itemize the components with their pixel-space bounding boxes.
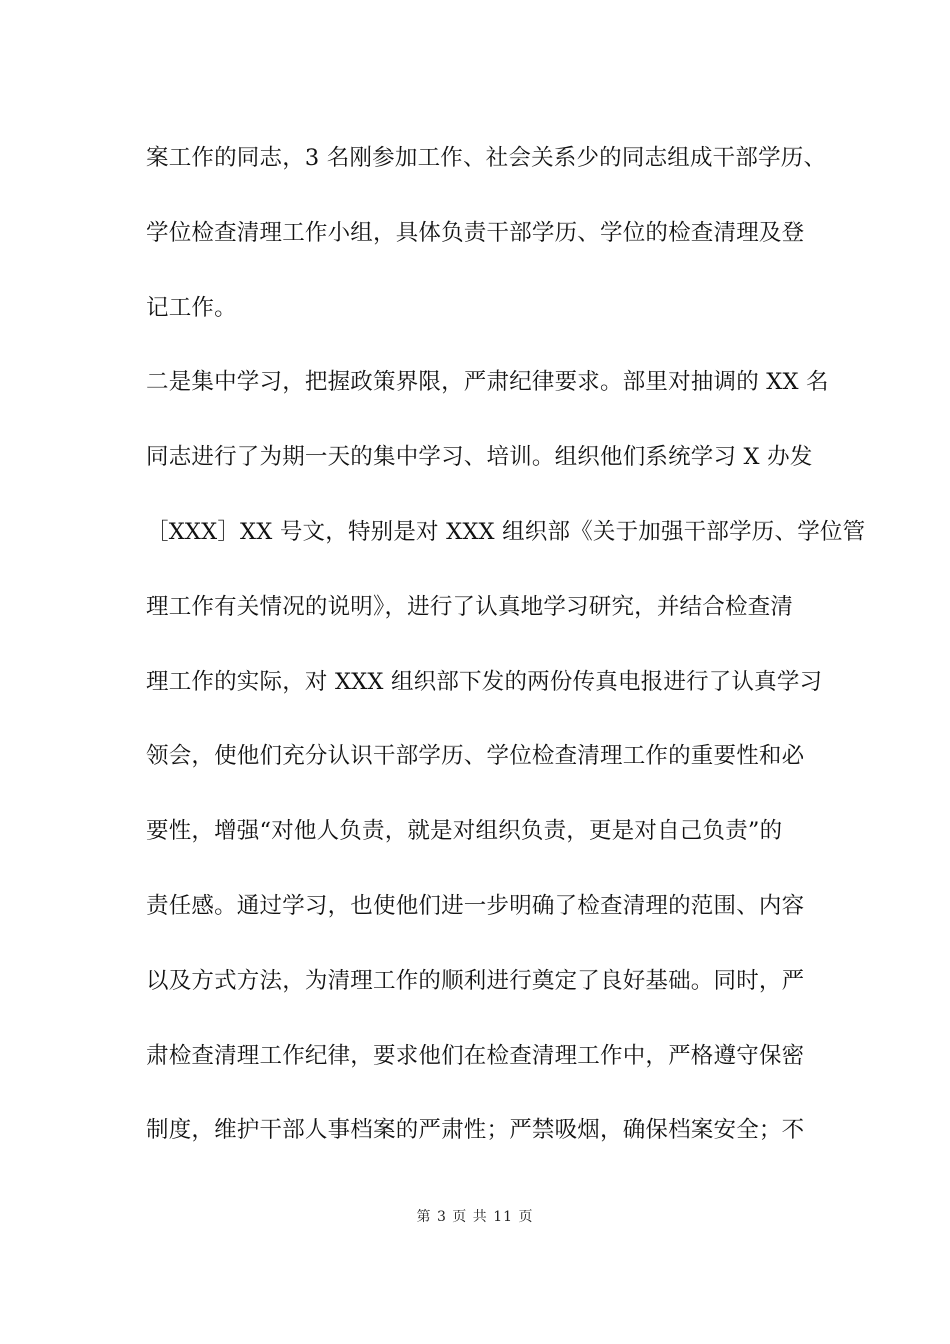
text-line: 二是集中学习，把握政策界限，严肃纪律要求。部里对抽调的 XX 名 <box>146 369 829 396</box>
text-line: 以及方式方法，为清理工作的顺利进行奠定了良好基础。同时，严 <box>146 967 805 994</box>
text-line: 学位检查清理工作小组，具体负责干部学历、学位的检查清理及登 <box>146 219 805 246</box>
text-line: ［XXX］XX 号文，特别是对 XXX 组织部《关于加强干部学历、学位管 <box>146 518 866 545</box>
page-number-footer: 第 3 页 共 11 页 <box>416 1209 534 1225</box>
text-line: 同志进行了为期一天的集中学习、培训。组织他们系统学习 X 办发 <box>146 444 813 471</box>
text-line: 责任感。通过学习，也使他们进一步明确了检查清理的范围、内容 <box>146 892 805 919</box>
text-line: 制度，维护干部人事档案的严肃性；严禁吸烟，确保档案安全；不 <box>146 1117 805 1144</box>
text-line: 领会，使他们充分认识干部学历、学位检查清理工作的重要性和必 <box>146 743 805 770</box>
text-line: 理工作的实际，对 XXX 组织部下发的两份传真电报进行了认真学习 <box>146 668 823 695</box>
text-line: 记工作。 <box>146 294 237 321</box>
text-line: 案工作的同志，3 名刚参加工作、社会关系少的同志组成干部学历、 <box>146 145 827 171</box>
text-line: 要性，增强“对他人负责，就是对组织负责，更是对自己负责”的 <box>146 818 783 845</box>
text-line: 理工作有关情况的说明》，进行了认真地学习研究，并结合检查清 <box>146 593 794 620</box>
body-text <box>146 128 866 1175</box>
text-line: 肃检查清理工作纪律，要求他们在检查清理工作中，严格遵守保密 <box>146 1042 805 1069</box>
